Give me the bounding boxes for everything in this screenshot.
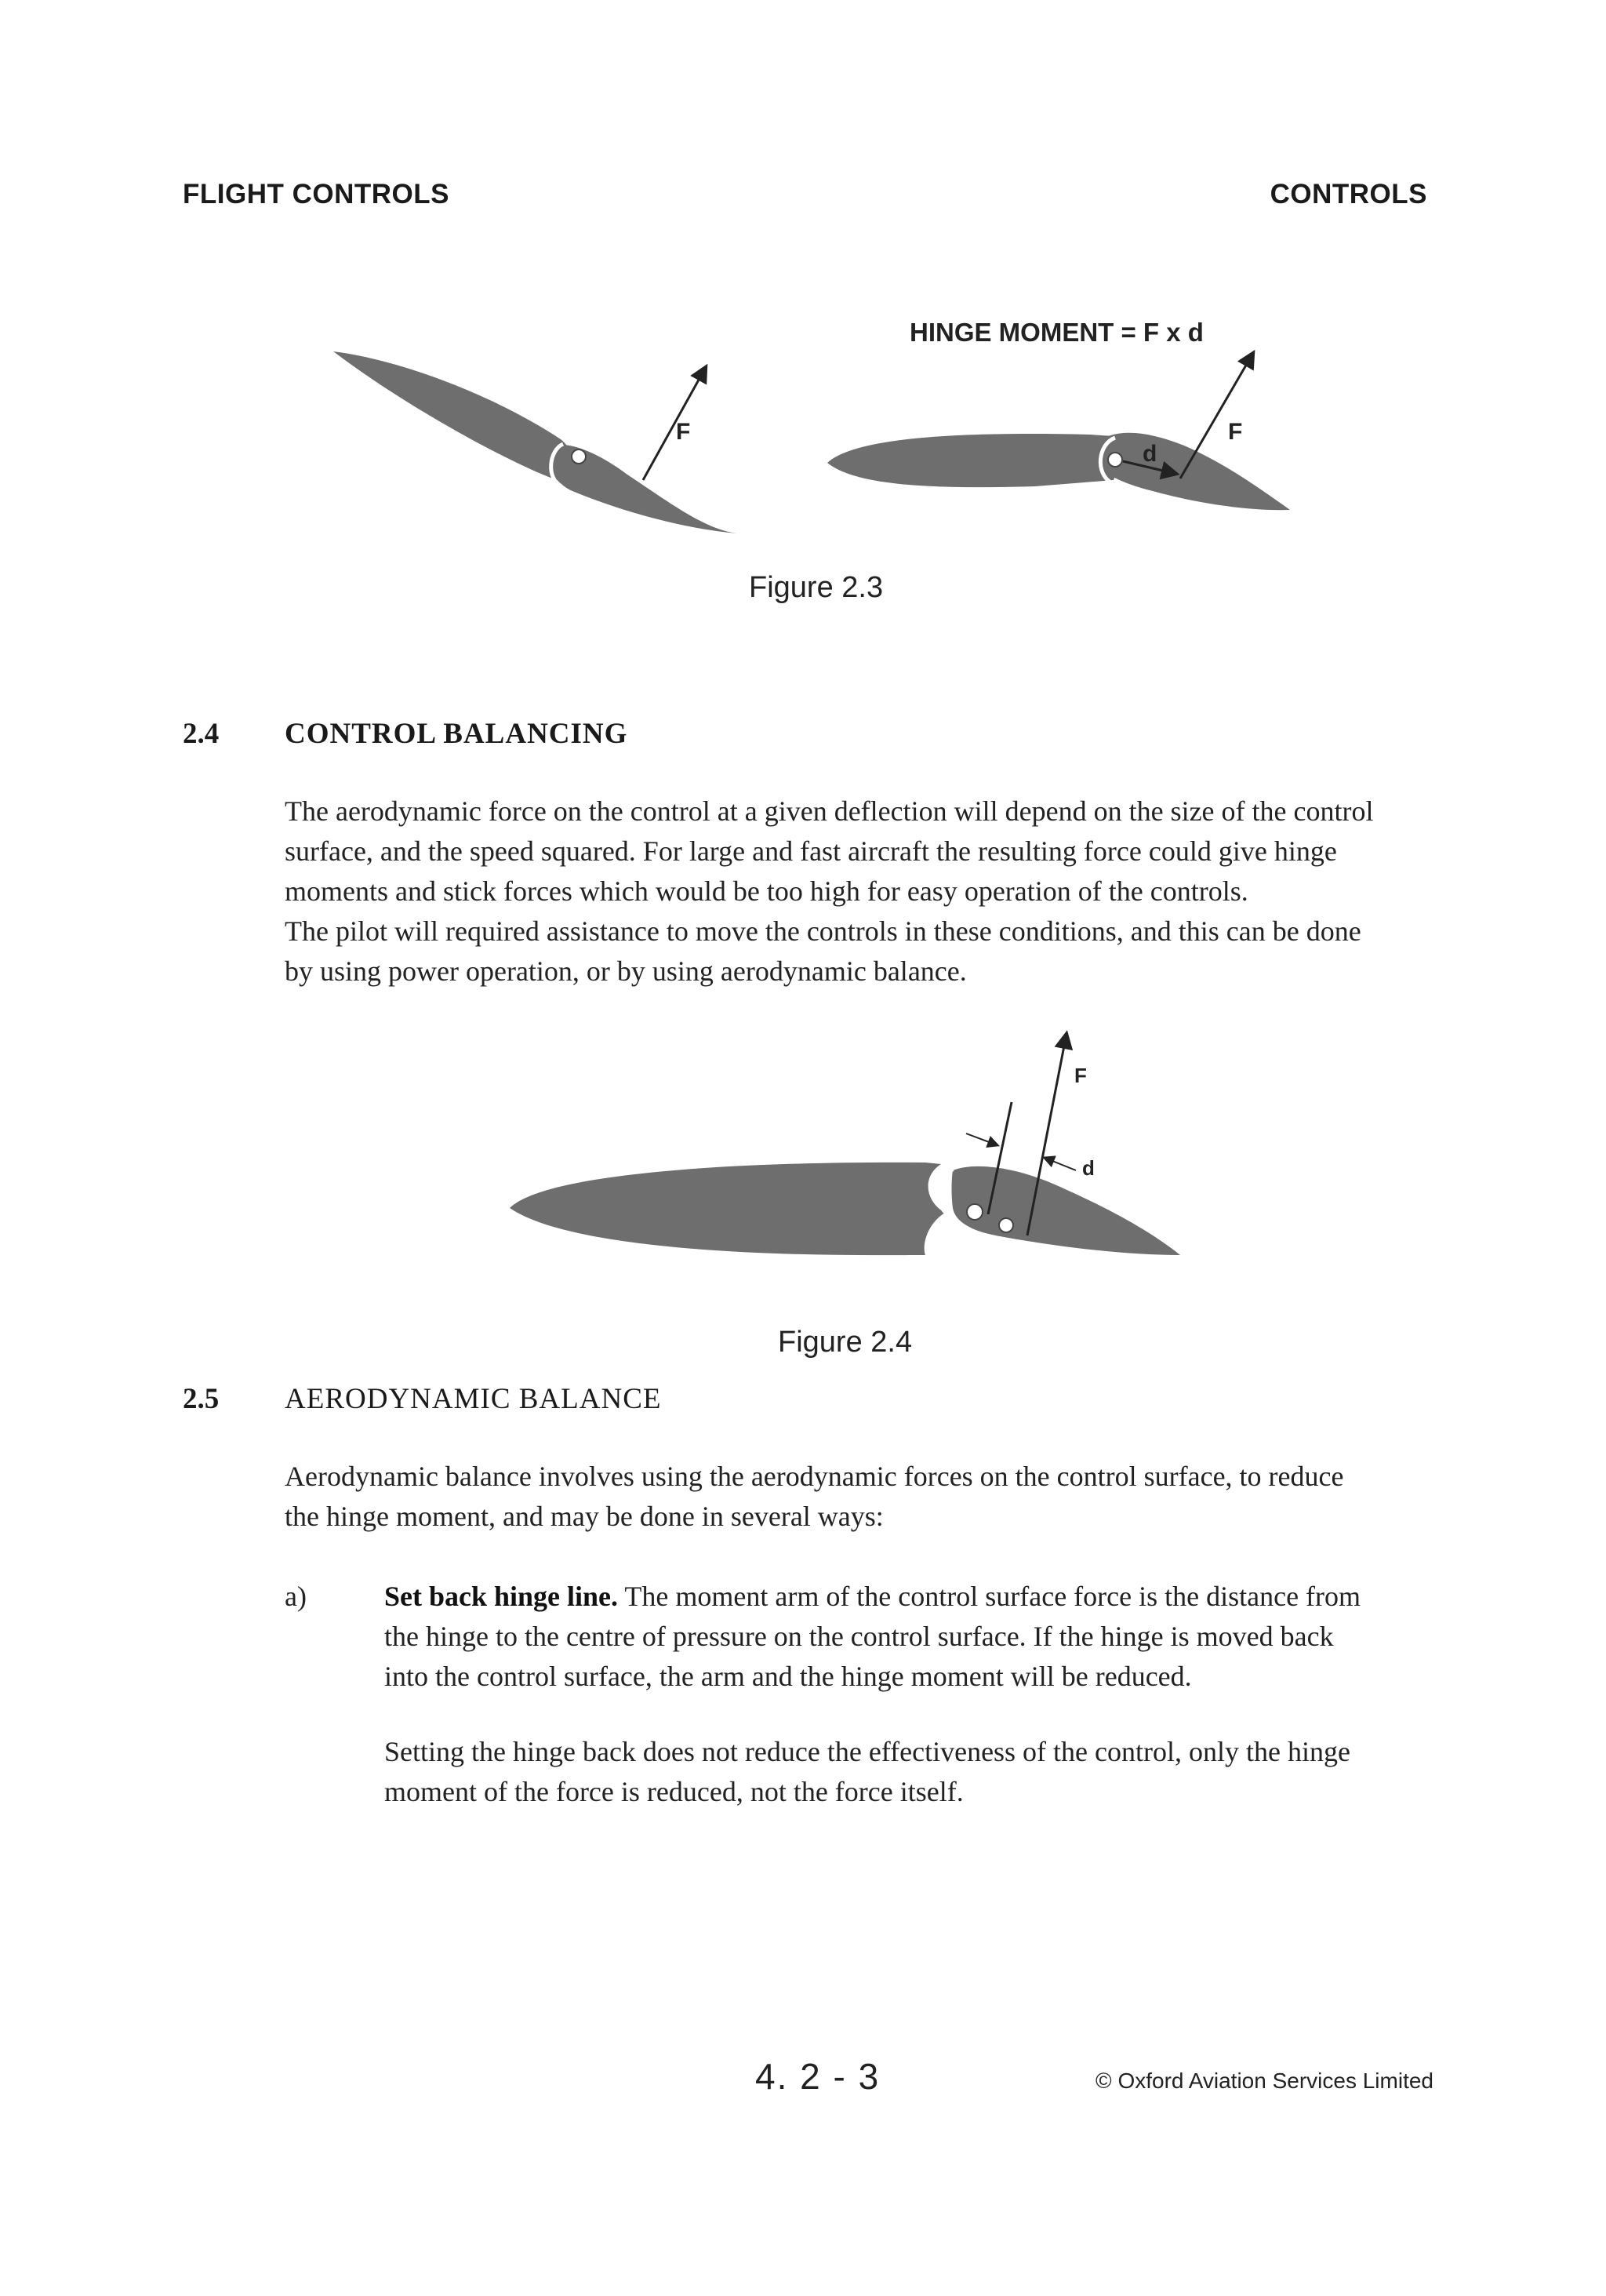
force-label: F	[1074, 1064, 1087, 1087]
left-force-label: F	[676, 419, 691, 445]
hinge-moment-formula: HINGE MOMENT = F x d	[910, 318, 1204, 347]
item-a-lead: Set back hinge line.	[384, 1581, 619, 1612]
figure-2-4-drawing	[0, 1020, 1606, 1302]
left-hinge-icon	[572, 449, 586, 464]
section-2-5-number: 2.5	[183, 1383, 220, 1415]
right-force-label: F	[1228, 419, 1243, 445]
right-airfoil	[827, 318, 1290, 510]
para-line: moments and stick forces which would be too high for easy operation of the controls.	[285, 875, 1248, 907]
para-line: Setting the hinge back does not reduce the effectiveness of the control, only the hinge	[384, 1736, 1350, 1767]
item-a-line1-rest: The moment arm of the control surface force is the distance from	[618, 1581, 1361, 1612]
section-2-4-title: CONTROL BALANCING	[285, 718, 628, 750]
main-airfoil	[510, 1163, 945, 1255]
control-surface	[952, 1166, 1181, 1255]
arm-label: d	[1082, 1156, 1095, 1180]
item-a-body	[384, 1577, 1435, 1697]
item-a-follow	[384, 1732, 1435, 1812]
item-a-first-line	[384, 1577, 1435, 1617]
item-a-marker: a)	[285, 1581, 307, 1612]
para-line: by using power operation, or by using aerodynamic balance.	[285, 955, 967, 987]
arm-arrow-right	[1045, 1158, 1076, 1170]
section-2-4-number: 2.4	[183, 718, 220, 750]
para-line: surface, and the speed squared. For large and fast aircraft the resulting force could give hinge	[285, 835, 1337, 867]
para-line: moment of the force is reduced, not the force itself.	[384, 1776, 964, 1807]
figure-2-4	[0, 1020, 1606, 1302]
hinge-point-icon	[967, 1204, 983, 1220]
running-header-left: FLIGHT CONTROLS	[183, 179, 449, 209]
arm-arrow-left	[966, 1133, 997, 1145]
left-airfoil	[333, 351, 737, 533]
right-hinge-icon	[1108, 453, 1122, 467]
para-line: the hinge to the centre of pressure on the control surface. If the hinge is moved back	[384, 1621, 1334, 1652]
para-line: the hinge moment, and may be done in several ways:	[285, 1501, 884, 1532]
section-2-4-paragraph	[285, 791, 1430, 992]
copyright: © Oxford Aviation Services Limited	[1095, 2069, 1433, 2093]
running-header-right: CONTROLS	[1270, 179, 1427, 209]
right-force-arrow	[1180, 353, 1253, 478]
para-line: into the control surface, the arm and the hinge moment will be reduced.	[384, 1661, 1192, 1692]
section-2-5-title: AERODYNAMIC BALANCE	[285, 1383, 662, 1415]
centre-of-pressure-icon	[999, 1218, 1013, 1232]
section-2-5-intro	[285, 1457, 1430, 1537]
figure-2-4-caption: Figure 2.4	[778, 1326, 913, 1359]
para-line: The pilot will required assistance to move the controls in these conditions, and this can be done	[285, 915, 1361, 947]
moment-arm-label: d	[1143, 441, 1157, 467]
para-line: Aerodynamic balance involves using the aerodynamic forces on the control surface, to reduce	[285, 1461, 1344, 1492]
para-line: The aerodynamic force on the control at a given deflection will depend on the size of the control	[285, 795, 1374, 827]
left-force-arrow	[643, 367, 706, 480]
page-number: 4. 2 - 3	[755, 2056, 881, 2097]
figure-2-3-caption: Figure 2.3	[749, 571, 884, 604]
